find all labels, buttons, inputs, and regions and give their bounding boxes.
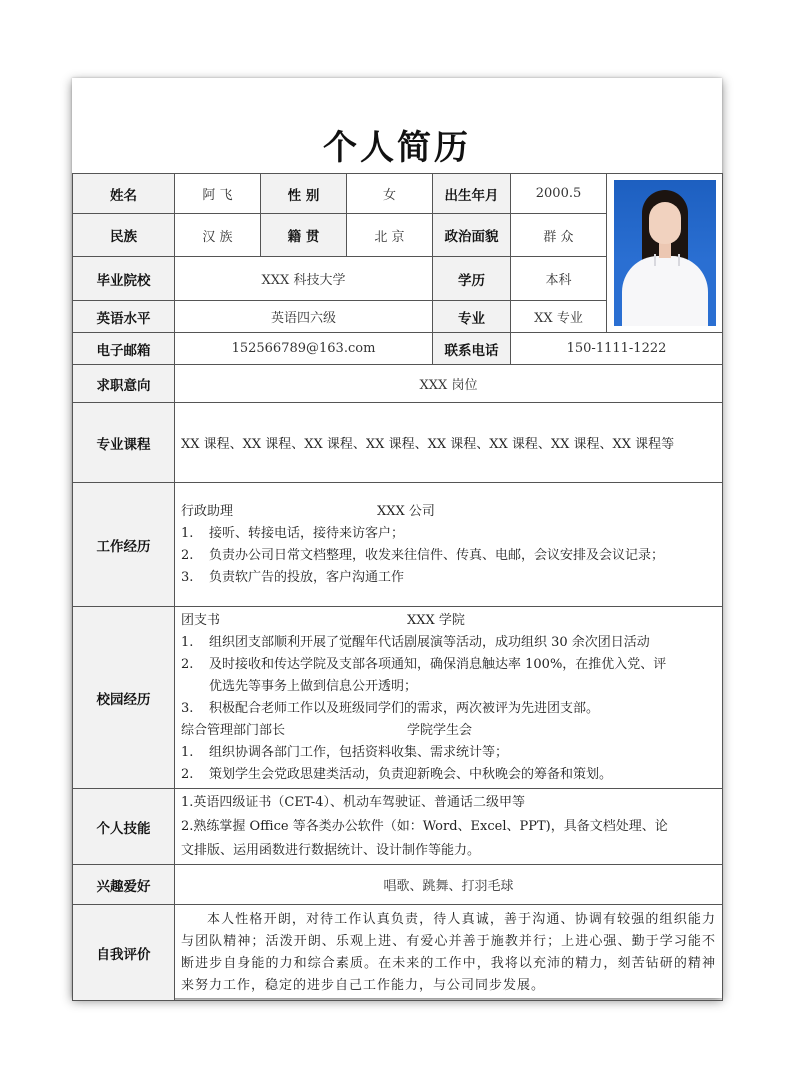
origin-value: 北 京 bbox=[347, 214, 433, 257]
school-label: 毕业院校 bbox=[73, 257, 175, 301]
row-courses bbox=[73, 403, 723, 483]
list-item: 1. 组织团支部顺利开展了觉醒年代话剧展演等活动，成功组织 30 余次团日活动 bbox=[181, 634, 650, 650]
self-eval-label: 自我评价 bbox=[73, 905, 175, 1001]
row-work bbox=[73, 483, 723, 607]
intent-label: 求职意向 bbox=[73, 365, 175, 403]
political-value: 群 众 bbox=[511, 214, 607, 257]
birth-value: 2000.5 bbox=[511, 174, 607, 214]
list-item: 2. 策划学生会党政思建类活动，负责迎新晚会、中秋晚会的筹备和策划。 bbox=[181, 766, 613, 782]
work-label: 工作经历 bbox=[73, 483, 175, 607]
campus-role-2: 综合管理部门部长 bbox=[181, 722, 286, 738]
row-skills bbox=[73, 789, 723, 865]
row-self-eval bbox=[73, 905, 723, 1001]
resume-table bbox=[72, 173, 723, 1001]
skills-label: 个人技能 bbox=[73, 789, 175, 865]
work-content bbox=[175, 483, 723, 607]
name-value: 阿 飞 bbox=[175, 174, 261, 214]
skill-line: 2.熟练掌握 Office 等各类办公软件（如：Word、Excel、PPT)，具备文档处理、论 bbox=[181, 818, 668, 834]
skill-line: 文排版、运用函数进行数据统计、设计制作等能力。 bbox=[181, 842, 481, 858]
english-value: 英语四六级 bbox=[175, 301, 433, 333]
row-intent bbox=[73, 365, 723, 403]
list-item: 2. 及时接收和传达学院及支部各项通知，确保消息触达率 100%，在推优入党、评 bbox=[181, 656, 667, 672]
campus-role-1: 团支书 bbox=[181, 612, 221, 628]
row-contact bbox=[73, 333, 723, 365]
campus-org-1: XXX 学院 bbox=[407, 612, 465, 628]
row-campus bbox=[73, 607, 723, 789]
page-title: 个人简历 bbox=[323, 128, 471, 168]
campus-content bbox=[175, 607, 723, 789]
list-item: 3. 积极配合老师工作以及班级同学们的需求，两次被评为先进团支部。 bbox=[181, 700, 600, 716]
english-label: 英语水平 bbox=[73, 301, 175, 333]
campus-label: 校园经历 bbox=[73, 607, 175, 789]
courses-value: XX 课程、XX 课程、XX 课程、XX 课程、XX 课程、XX 课程、XX 课程、XX 课程等 bbox=[175, 403, 723, 483]
skill-line: 1.英语四级证书（CET-4）、机动车驾驶证、普通话二级甲等 bbox=[181, 794, 525, 810]
self-eval-text: 本人性格开朗，对待工作认真负责，待人真诚，善于沟通、协调有较强的组织能力与团队精神；活泼开朗、乐观上进、有爱心并善于施教并行；上进心强、勤于学习能不断进步自身能的力和综合素质。在未来的工作中，我将以充沛的精力，刻苦钻研的精神来努力工作，稳定的进步自己工作能力，与公司同步发展。 bbox=[181, 911, 716, 993]
work-role: 行政助理 bbox=[181, 503, 234, 519]
list-item: 2. 负责办公司日常文档整理，收发来往信件、传真、电邮，会议安排及会议记录； bbox=[181, 547, 665, 563]
political-label: 政治面貌 bbox=[433, 214, 511, 257]
major-label: 专业 bbox=[433, 301, 511, 333]
profile-photo bbox=[614, 180, 716, 326]
skills-content bbox=[175, 789, 723, 865]
ethnicity-label: 民族 bbox=[73, 214, 175, 257]
school-value: XXX 科技大学 bbox=[175, 257, 433, 301]
intent-value: XXX 岗位 bbox=[175, 365, 723, 403]
hobbies-label: 兴趣爱好 bbox=[73, 865, 175, 905]
work-org: XXX 公司 bbox=[377, 503, 435, 519]
resume-sheet bbox=[72, 78, 722, 998]
birth-label: 出生年月 bbox=[433, 174, 511, 214]
hobbies-value: 唱歌、跳舞、打羽毛球 bbox=[175, 865, 723, 905]
photo-cell bbox=[607, 174, 723, 333]
row-basic-1 bbox=[73, 174, 723, 214]
phone-value: 150-1111-1222 bbox=[511, 333, 723, 365]
list-item: 3. 负责软广告的投放，客户沟通工作 bbox=[181, 569, 405, 585]
campus-org-2: 学院学生会 bbox=[407, 722, 473, 738]
degree-label: 学历 bbox=[433, 257, 511, 301]
degree-value: 本科 bbox=[511, 257, 607, 301]
ethnicity-value: 汉 族 bbox=[175, 214, 261, 257]
gender-label: 性 别 bbox=[261, 174, 347, 214]
row-hobbies bbox=[73, 865, 723, 905]
self-eval-content bbox=[175, 905, 723, 1001]
origin-label: 籍 贯 bbox=[261, 214, 347, 257]
courses-label: 专业课程 bbox=[73, 403, 175, 483]
email-value: 152566789@163.com bbox=[175, 333, 433, 365]
gender-value: 女 bbox=[347, 174, 433, 214]
phone-label: 联系电话 bbox=[433, 333, 511, 365]
email-label: 电子邮箱 bbox=[73, 333, 175, 365]
list-item-continuation: 优选先等事务上做到信息公开透明； bbox=[209, 678, 418, 694]
list-item: 1. 接听、转接电话，接待来访客户； bbox=[181, 525, 405, 541]
list-item: 1. 组织协调各部门工作，包括资料收集、需求统计等； bbox=[181, 744, 509, 760]
major-value: XX 专业 bbox=[511, 301, 607, 333]
name-label: 姓名 bbox=[73, 174, 175, 214]
